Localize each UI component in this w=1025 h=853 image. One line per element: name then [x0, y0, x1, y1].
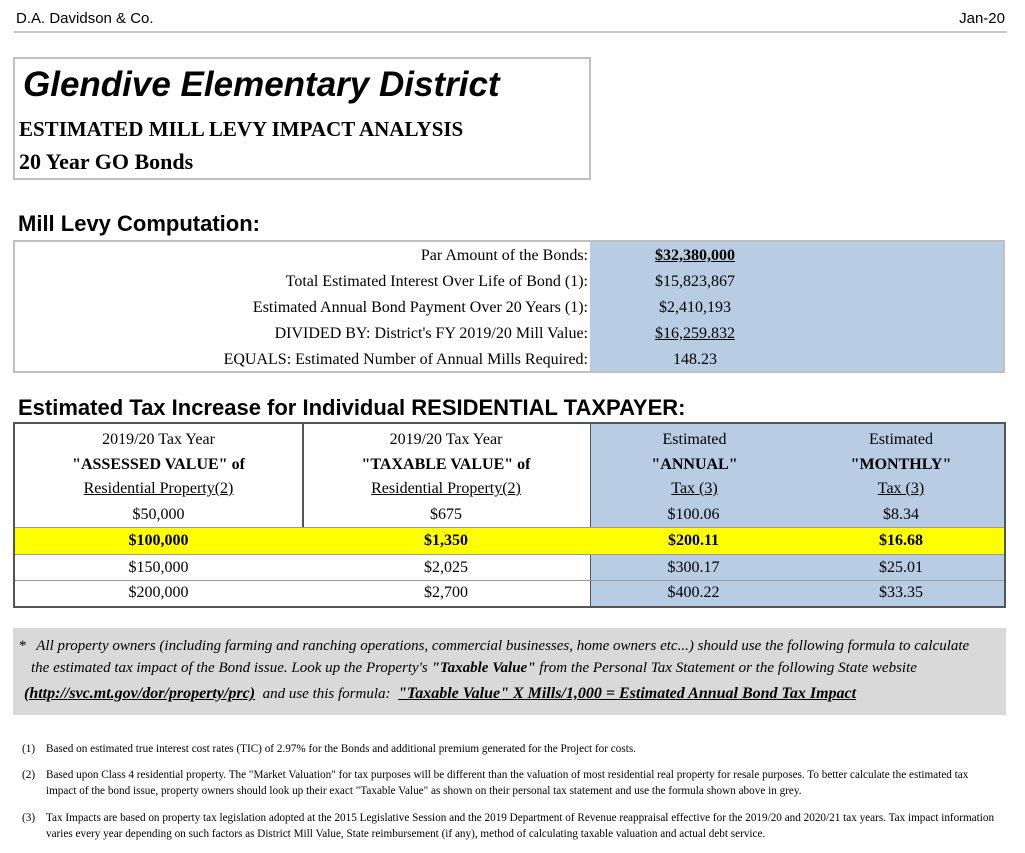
annual-tax-cell: $300.17: [667, 559, 720, 576]
tax-increase-table: [13, 422, 1006, 608]
footnote-number: (2): [22, 769, 36, 781]
footnote-text: Based upon Class 4 residential property. The "Market Valuation" for tax purposes will be different than the valuation of most residential real property for resale purposes. To better calculate the estimated tax impact of the bond issue, property owners should look up their exact "Taxable Value" as shown on their personal tax statement and use the formula shown above in grey.: [46, 769, 969, 797]
company-name: D.A. Davidson & Co.: [16, 10, 154, 27]
taxable-value-cell: $1,350: [424, 532, 468, 549]
column-header-line1: Estimated: [662, 431, 727, 448]
taxable-value-cell: $2,700: [424, 584, 468, 601]
report-date: Jan-20: [959, 10, 1005, 27]
mill-levy-value: $15,823,867: [655, 273, 735, 290]
note-line-2: the estimated tax impact of the Bond issue. Look up the Property's "Taxable Value" from the Personal Tax Statement or the following State website: [31, 660, 917, 676]
assessed-value-cell: $150,000: [128, 559, 189, 576]
mill-levy-table: [13, 240, 1005, 373]
column-header-line2: "MONTHLY": [850, 456, 952, 473]
mill-levy-row: [15, 347, 1003, 373]
header-divider: [14, 31, 1007, 33]
monthly-tax-cell: $16.68: [879, 532, 923, 549]
analysis-title: ESTIMATED MILL LEVY IMPACT ANALYSIS: [19, 117, 464, 141]
taxable-value-cell: $675: [430, 506, 462, 523]
mill-levy-label: DIVIDED BY: District's FY 2019/20 Mill Value:: [274, 325, 588, 342]
bond-description: 20 Year GO Bonds: [19, 149, 194, 174]
table-row-highlighted: [15, 528, 1004, 554]
tax-increase-heading: Estimated Tax Increase for Individual RESIDENTIAL TAXPAYER:: [18, 395, 686, 420]
footnote-text: Based on estimated true interest cost rates (TIC) of 2.97% for the Bonds and additional premium generated for the Project for costs.: [46, 743, 636, 755]
mill-levy-value: $32,380,000: [655, 247, 735, 264]
mill-levy-heading: Mill Levy Computation:: [18, 211, 260, 236]
column-header-line2: "TAXABLE VALUE" of: [361, 456, 531, 473]
assessed-value-cell: $200,000: [128, 584, 189, 601]
assessed-value-cell: $50,000: [132, 506, 185, 523]
column-header-line3: Residential Property(2): [371, 480, 521, 497]
mill-levy-row: [15, 295, 1003, 321]
column-header-line3: Tax (3): [877, 480, 925, 497]
title-block: [13, 57, 591, 180]
footnote-text: Tax Impacts are based on property tax legislation adopted at the 2015 Legislative Session and the 2019 Department of Revenue reappraisal effective for the 2019/20 and 2020/21 tax years. Tax impact information varies every year depending on such factors as District Mill Value, State reimbursement (if any), method of calculating taxable valuation and actual debt service.: [46, 812, 995, 840]
mill-levy-row: [15, 243, 1003, 269]
formula-note: [13, 628, 1006, 715]
footnote-number: (1): [22, 743, 36, 755]
mill-levy-row: [15, 321, 1003, 347]
mill-levy-label: Estimated Annual Bond Payment Over 20 Years (1):: [252, 299, 588, 316]
assessed-value-cell: $100,000: [128, 532, 189, 549]
note-line-1: * All property owners (including farming and ranching operations, commercial businesses, home owners etc...) should use the following formula to calculate: [19, 638, 970, 654]
mill-levy-row: [15, 269, 1003, 295]
note-star: *: [19, 638, 27, 654]
table-row: [15, 502, 1004, 528]
column-header-line2: "ASSESSED VALUE" of: [72, 456, 245, 473]
mill-levy-value: $16,259.832: [655, 325, 735, 342]
annual-tax-cell: $400.22: [667, 584, 720, 601]
mill-levy-label: Par Amount of the Bonds:: [420, 247, 588, 264]
column-header-line1: Estimated: [869, 431, 933, 448]
table-row: [15, 555, 1004, 581]
table-row: [15, 581, 1004, 606]
mill-levy-label: EQUALS: Estimated Number of Annual Mills Required:: [223, 351, 588, 368]
monthly-tax-cell: $8.34: [883, 506, 919, 523]
column-header-line3: Residential Property(2): [83, 480, 234, 497]
monthly-tax-cell: $33.35: [879, 584, 923, 601]
column-header-line1: 2019/20 Tax Year: [389, 431, 503, 448]
district-title: Glendive Elementary District: [23, 65, 500, 104]
tax-formula: "Taxable Value" X Mills/1,000 = Estimated Annual Bond Tax Impact: [398, 685, 857, 702]
note-line-3: (http://svc.mt.gov/dor/property/prc) and use this formula: "Taxable Value" X Mills/1,000 = Estimated Annual Bond Tax Impact: [24, 685, 857, 702]
state-website-link[interactable]: (http://svc.mt.gov/dor/property/prc): [24, 685, 256, 702]
annual-tax-cell: $200.11: [667, 532, 720, 549]
column-header-line3: Tax (3): [671, 480, 718, 497]
mill-levy-value: $2,410,193: [659, 299, 731, 316]
column-header-line2: "ANNUAL": [651, 456, 738, 473]
footnote-number: (3): [22, 812, 36, 824]
taxable-value-cell: $2,025: [424, 559, 468, 576]
mill-levy-label: Total Estimated Interest Over Life of Bond (1):: [285, 273, 588, 290]
column-header-line1: 2019/20 Tax Year: [102, 431, 215, 448]
mill-levy-value: 148.23: [673, 351, 717, 368]
monthly-tax-cell: $25.01: [879, 559, 923, 576]
annual-tax-cell: $100.06: [667, 506, 720, 523]
